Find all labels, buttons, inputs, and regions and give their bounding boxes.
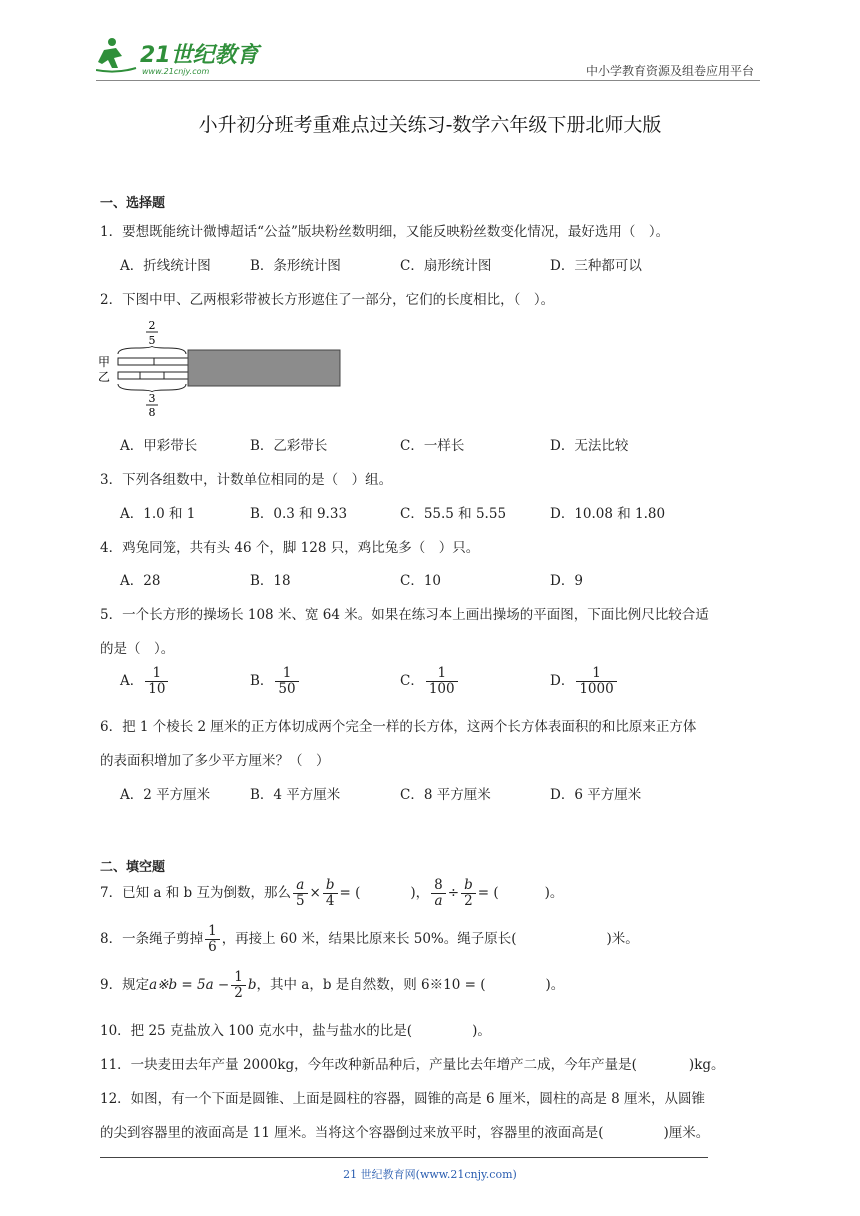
q5-option-d-fraction bbox=[576, 666, 616, 697]
close-2: )。 bbox=[544, 884, 564, 901]
numerator: 1 bbox=[205, 924, 220, 940]
denominator: 2 bbox=[234, 984, 243, 1001]
q5-option-d bbox=[550, 666, 619, 697]
q12-text: 的尖到容器里的液面高是 11 厘米。当将这个容器倒过来放平时，容器里的液面高是( bbox=[100, 1125, 604, 1141]
q5-option-a bbox=[120, 666, 170, 697]
q11-text: 11．一块麦田去年产量 2000kg，今年改种新品种后，产量比去年增产二成，今年产量是( bbox=[100, 1057, 637, 1073]
var-b: b bbox=[247, 976, 257, 993]
question-6-line-2: 的表面积增加了多少平方厘米？（ ） bbox=[100, 753, 330, 769]
q5-option-c-fraction bbox=[426, 666, 458, 697]
q2-option-b: B．乙彩带长 bbox=[250, 438, 328, 454]
runner-icon bbox=[96, 38, 136, 72]
q5-option-a-label: A． bbox=[120, 672, 144, 689]
logo-url: www.21cnjy.com bbox=[142, 67, 210, 76]
q1-option-d: D．三种都可以 bbox=[550, 258, 642, 274]
q4-option-a: A．28 bbox=[120, 573, 161, 589]
denominator: 2 bbox=[464, 892, 473, 909]
question-1: 1．要想既能统计微博超话“公益”版块粉丝数明细，又能反映粉丝数变化情况，最好选用（ ）。 bbox=[100, 224, 670, 240]
q4-option-c: C．10 bbox=[400, 573, 442, 589]
q7-fraction-8-a bbox=[431, 878, 446, 909]
logo-text: 21世纪教育 bbox=[140, 43, 259, 68]
logo-21cnjy bbox=[96, 34, 266, 78]
q6-option-d: D．6 平方厘米 bbox=[550, 787, 642, 803]
q5-option-c-label: C． bbox=[400, 672, 424, 689]
q11-close: )kg。 bbox=[688, 1057, 725, 1073]
numerator: 1 bbox=[231, 970, 246, 986]
section-heading-fill: 二、填空题 bbox=[100, 860, 166, 875]
q7-fraction-b-2 bbox=[461, 878, 476, 909]
q8-close: )米。 bbox=[606, 930, 639, 947]
fraction-bottom-numerator: 3 bbox=[148, 392, 156, 405]
header-divider bbox=[96, 80, 760, 81]
numerator: 1 bbox=[426, 666, 458, 682]
q9-close: )。 bbox=[545, 976, 565, 993]
q9-fraction bbox=[231, 970, 246, 1001]
covering-rectangle bbox=[188, 350, 340, 386]
q3-option-c: C．55.5 和 5.55 bbox=[400, 506, 507, 522]
q8-text: ，再接上 60 米，结果比原来长 50%。绳子原长( bbox=[221, 930, 517, 947]
label-yi: 乙 bbox=[98, 370, 111, 384]
q2-option-d: D．无法比较 bbox=[550, 438, 629, 454]
fraction-bottom-denominator: 8 bbox=[148, 406, 156, 418]
denominator: 1000 bbox=[579, 680, 614, 697]
numerator: 8 bbox=[431, 878, 446, 894]
fraction-top-denominator: 5 bbox=[148, 334, 156, 347]
question-4: 4．鸡兔同笼，共有头 46 个，脚 128 只，鸡比兔多（ ）只。 bbox=[100, 540, 480, 556]
fraction-top-numerator: 2 bbox=[148, 319, 156, 332]
q9-prefix: 9．规定 bbox=[100, 976, 150, 993]
denominator bbox=[431, 894, 446, 909]
label-jia: 甲 bbox=[98, 355, 111, 369]
question-11 bbox=[100, 1053, 725, 1073]
bottom-brace bbox=[118, 384, 186, 392]
q5-option-c bbox=[400, 666, 460, 697]
q1-option-b: B．条形统计图 bbox=[250, 258, 341, 274]
ribbon-figure bbox=[96, 318, 346, 418]
numerator bbox=[461, 878, 476, 894]
q6-option-c: C．8 平方厘米 bbox=[400, 787, 491, 803]
q5-option-d-label: D． bbox=[550, 672, 575, 689]
q8-prefix: 8．一条绳子剪掉 bbox=[100, 930, 204, 947]
q7-fraction-b-4 bbox=[323, 878, 338, 909]
numerator: 1 bbox=[145, 666, 168, 682]
page-title: 小升初分班考重难点过关练习-数学六年级下册北师大版 bbox=[198, 114, 662, 136]
q3-option-a: A．1.0 和 1 bbox=[120, 506, 196, 522]
ribbon-yi bbox=[118, 372, 190, 379]
numerator: 1 bbox=[576, 666, 616, 682]
denominator: 10 bbox=[148, 680, 166, 697]
q10-close: )。 bbox=[472, 1023, 491, 1039]
numerator bbox=[293, 878, 308, 894]
section-heading-choice: 一、选择题 bbox=[100, 196, 166, 211]
q4-option-d: D．9 bbox=[550, 573, 583, 589]
footer-divider bbox=[100, 1157, 708, 1158]
question-5-line-1: 5．一个长方形的操场长 108 米、宽 64 米。如果在练习本上画出操场的平面图，下面比例尺比较合适 bbox=[100, 607, 709, 623]
var-a: a bbox=[296, 877, 305, 893]
equals-open: = ( bbox=[477, 884, 499, 901]
q12-close: )厘米。 bbox=[663, 1125, 710, 1141]
top-brace bbox=[118, 346, 186, 354]
denominator: 4 bbox=[325, 892, 335, 909]
question-6-line-1: 6．把 1 个棱长 2 厘米的正方体切成两个完全一样的长方体，这两个长方体表面积的和比原来正方体 bbox=[100, 719, 697, 735]
numerator: 1 bbox=[275, 666, 298, 682]
q1-option-a: A．折线统计图 bbox=[120, 258, 211, 274]
question-12-line-2 bbox=[100, 1121, 709, 1141]
q9-text: ，其中 a，b 是自然数，则 6※10 = ( bbox=[256, 976, 486, 993]
q2-option-c: C．一样长 bbox=[400, 438, 465, 454]
q5-option-b-label: B． bbox=[250, 672, 274, 689]
var-a: a bbox=[434, 892, 443, 909]
question-9 bbox=[100, 970, 564, 1001]
q4-option-b: B．18 bbox=[250, 573, 291, 589]
times-sign: × bbox=[309, 884, 321, 901]
denominator: 5 bbox=[295, 892, 305, 909]
question-7 bbox=[100, 878, 563, 909]
close-1: )， bbox=[410, 884, 430, 901]
question-3: 3．下列各组数中，计数单位相同的是（ ）组。 bbox=[100, 472, 393, 488]
q3-option-b: B．0.3 和 9.33 bbox=[250, 506, 348, 522]
q5-option-a-fraction bbox=[145, 666, 168, 697]
question-5-line-2: 的是（ ）。 bbox=[100, 641, 175, 657]
divide-sign: ÷ bbox=[447, 884, 460, 901]
q3-option-d: D．10.08 和 1.80 bbox=[550, 506, 666, 522]
q7-prefix: 7．已知 a 和 b 互为倒数，那么 bbox=[100, 884, 291, 901]
q5-option-b bbox=[250, 666, 301, 697]
platform-name: 中小学教育资源及组卷应用平台 bbox=[585, 64, 754, 78]
var-b: b bbox=[325, 877, 335, 893]
q6-option-b: B．4 平方厘米 bbox=[250, 787, 341, 803]
q1-option-c: C．扇形统计图 bbox=[400, 258, 492, 274]
question-2: 2．下图中甲、乙两根彩带被长方形遮住了一部分，它们的长度相比，（ ）。 bbox=[100, 292, 555, 308]
q7-fraction-a-5 bbox=[293, 878, 308, 909]
var-b: b bbox=[464, 877, 473, 893]
q8-fraction bbox=[205, 924, 220, 955]
question-12-line-1: 12．如图，有一个下面是圆锥、上面是圆柱的容器，圆锥的高是 6 厘米，圆柱的高是 8 厘米，从圆锥 bbox=[100, 1091, 706, 1107]
denominator: 6 bbox=[208, 938, 217, 955]
page-header bbox=[96, 34, 760, 80]
question-8 bbox=[100, 924, 639, 955]
q10-text: 10．把 25 克盐放入 100 克水中，盐与盐水的比是( bbox=[100, 1023, 413, 1039]
q2-option-a: A．甲彩带长 bbox=[120, 438, 198, 454]
denominator: 100 bbox=[428, 680, 455, 697]
q9-expression: a※b = 5a − bbox=[149, 976, 230, 993]
q5-option-b-fraction bbox=[275, 666, 298, 697]
denominator: 50 bbox=[278, 680, 296, 697]
numerator bbox=[323, 878, 338, 894]
equals-open: = ( bbox=[339, 884, 361, 901]
q6-option-a: A．2 平方厘米 bbox=[120, 787, 211, 803]
question-10 bbox=[100, 1019, 491, 1039]
footer-link[interactable]: 21 世纪教育网(www.21cnjy.com) bbox=[343, 1168, 517, 1181]
